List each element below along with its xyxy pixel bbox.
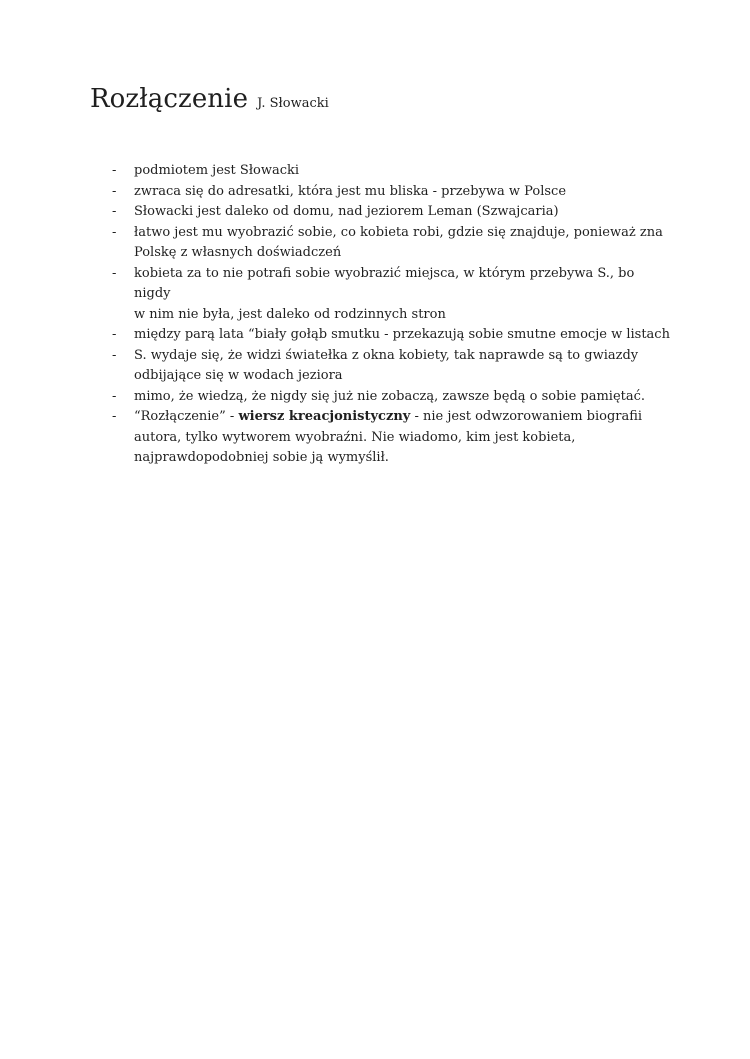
bullet-dash: - [112, 224, 117, 240]
bullet-dash: - [112, 409, 117, 424]
list-item-text: mimo, że wiedzą, że nigdy się już nie zobaczą, zawsze będą o sobie pamiętać. [134, 388, 646, 404]
list-item [110, 387, 670, 408]
author-name: J. Słowacki [257, 96, 329, 111]
list-item [110, 264, 670, 326]
bullet-dash: - [112, 347, 117, 363]
bullet-dash: - [112, 163, 117, 178]
list-item [110, 346, 670, 387]
notes-list [110, 161, 670, 469]
title-text: Rozłączenie [90, 84, 249, 114]
list-item-text-continued: Polskę z własnych doświadczeń [134, 245, 342, 260]
list-item [110, 223, 670, 264]
list-item-text-continued: w nim nie była, jest daleko od rodzinnych stron [134, 306, 446, 322]
bullet-dash: - [112, 327, 117, 342]
bullet-dash: - [112, 183, 117, 199]
bullet-dash: - [112, 388, 117, 404]
list-item [110, 325, 670, 346]
document-title [90, 86, 329, 112]
list-item-text: między parą lata “biały gołąb smutku - przekazują sobie smutne emocje w listach [134, 327, 670, 342]
list-item-text: kobieta za to nie potrafi sobie wyobrazić miejsca, w którym przebywa S., bo nigdy [134, 265, 635, 301]
list-item [110, 182, 670, 203]
list-item-text: łatwo jest mu wyobrazić sobie, co kobieta robi, gdzie się znajduje, ponieważ zna [134, 224, 663, 240]
list-item [110, 161, 670, 182]
list-item-text: podmiotem jest Słowacki [134, 163, 300, 178]
list-item-text-continued: odbijające się w wodach jeziora [134, 368, 343, 383]
list-item [110, 202, 670, 223]
list-item-text-pre: “Rozłączenie” - [134, 409, 239, 424]
list-item-text-continued: najprawdopodobniej sobie ją wymyślił. [134, 450, 389, 465]
list-item-text: Słowacki jest daleko od domu, nad jeziorem Leman (Szwajcaria) [134, 204, 559, 219]
bullet-dash: - [112, 265, 117, 281]
bullet-dash: - [112, 204, 117, 219]
list-item-text: zwraca się do adresatki, która jest mu bliska - przebywa w Polsce [134, 183, 567, 199]
list-item [110, 407, 670, 469]
list-item-text-post: - nie jest odwzorowaniem biografii [410, 409, 643, 424]
list-item-text-continued: autora, tylko wytworem wyobraźni. Nie wiadomo, kim jest kobieta, [134, 429, 576, 445]
list-item-text: S. wydaje się, że widzi światełka z okna kobiety, tak naprawde są to gwiazdy [134, 347, 639, 363]
bold-term: wiersz kreacjonistyczny [238, 409, 411, 424]
